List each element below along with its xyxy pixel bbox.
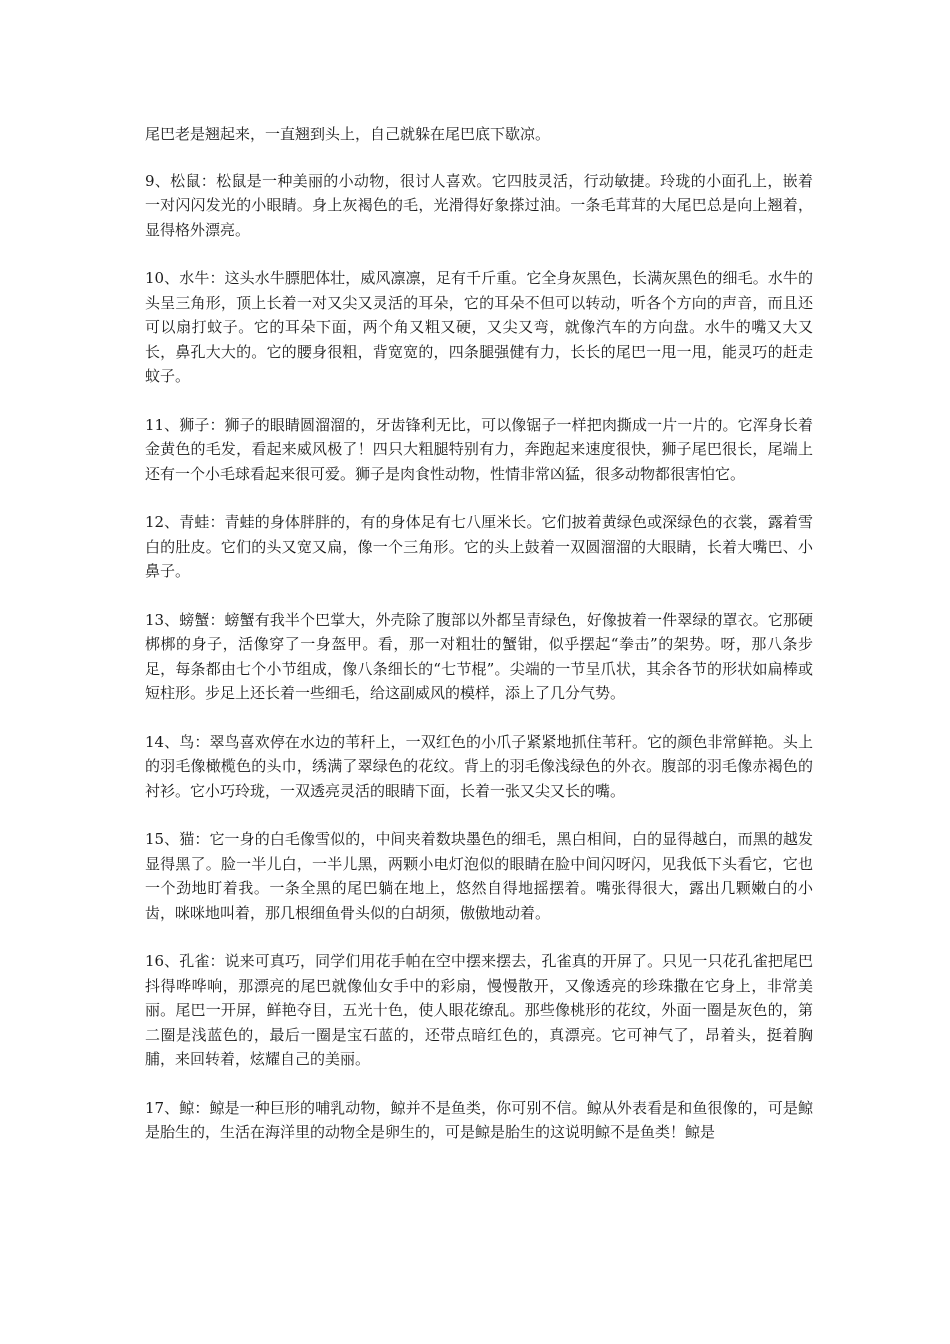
- paragraph-buffalo: 10、水牛：这头水牛膘肥体壮，威风凛凛，足有千斤重。它全身灰黑色，长满灰黑色的细毛。水牛的头呈三角形，顶上长着一对又尖又灵活的耳朵，它的耳朵不但可以转动，听各个方向的声音，而且还可以扇打蚊子。它的耳朵下面，两个角又粗又硬，又尖又弯，就像汽车的方向盘。水牛的嘴又大又长，鼻孔大大的。它的腰身很粗，背宽宽的，四条腿强健有力，长长的尾巴一甩一甩，能灵巧的赶走蚊子。: [145, 269, 813, 385]
- paragraph-peacock: 16、孔雀：说来可真巧，同学们用花手帕在空中摆来摆去，孔雀真的开屏了。只见一只花孔雀把尾巴抖得哗哗响，那漂亮的尾巴就像仙女手中的彩扇，慢慢散开，又像透亮的珍珠撒在它身上，非常美丽。尾巴一开屏，鲜艳夺目，五光十色，使人眼花缭乱。那些像桃形的花纹，外面一圈是灰色的，第二圈是浅蓝色的，最后一圈是宝石蓝的，还带点暗红色的，真漂亮。它可神气了，昂着头，挺着胸脯，来回转着，炫耀自己的美丽。: [145, 952, 813, 1068]
- paragraph-lion: 11、狮子：狮子的眼睛圆溜溜的，牙齿锋利无比，可以像锯子一样把肉撕成一片一片的。它浑身长着金黄色的毛发，看起来威风极了！四只大粗腿特别有力，奔跑起来速度很快，狮子尾巴很长，尾端上还有一个小毛球看起来很可爱。狮子是肉食性动物，性情非常凶猛，很多动物都很害怕它。: [145, 415, 813, 483]
- document-page: [145, 122, 813, 1169]
- paragraph-cat: 15、猫：它一身的白毛像雪似的，中间夹着数块墨色的细毛，黑白相间，白的显得越白，而黑的越发显得黑了。脸一半儿白，一半儿黑，两颗小电灯泡似的眼睛在脸中间闪呀闪，见我低下头看它，它也一个劲地盯着我。一条全黑的尾巴躺在地上，悠然自得地摇摆着。嘴张得很大，露出几颗嫩白的小齿，咪咪地叫着，那几根细鱼骨头似的白胡须，傲傲地动着。: [145, 830, 813, 922]
- paragraph-frog: 12、青蛙：青蛙的身体胖胖的，有的身体足有七八厘米长。它们披着黄绿色或深绿色的衣裳，露着雪白的肚皮。它们的头又宽又扁，像一个三角形。它的头上鼓着一双圆溜溜的大眼睛，长着大嘴巴、小鼻子。: [145, 513, 813, 580]
- paragraph-whale: 17、鲸：鲸是一种巨形的哺乳动物，鲸并不是鱼类，你可别不信。鲸从外表看是和鱼很像的，可是鲸是胎生的，生活在海洋里的动物全是卵生的，可是鲸是胎生的这说明鲸不是鱼类！鲸是: [145, 1098, 813, 1141]
- paragraph-tail-of-previous: 尾巴老是翘起来，一直翘到头上，自己就躲在尾巴底下歇凉。: [145, 125, 551, 143]
- paragraph-bird: 14、鸟：翠鸟喜欢停在水边的苇秆上，一双红色的小爪子紧紧地抓住苇秆。它的颜色非常鲜艳。头上的羽毛像橄榄色的头巾，绣满了翠绿色的花纹。背上的羽毛像浅绿色的外衣。腹部的羽毛像赤褐色的衬衫。它小巧玲珑，一双透亮灵活的眼睛下面，长着一张又尖又长的嘴。: [145, 732, 813, 800]
- paragraph-squirrel: 9、松鼠：松鼠是一种美丽的小动物，很讨人喜欢。它四肢灵活，行动敏捷。玲珑的小面孔上，嵌着一对闪闪发光的小眼睛。身上灰褐色的毛，光滑得好象搽过油。一条毛茸茸的大尾巴总是向上翘着，显得格外漂亮。: [145, 171, 813, 239]
- paragraph-crab: 13、螃蟹：螃蟹有我半个巴掌大，外壳除了腹部以外都呈青绿色，好像披着一件翠绿的罩衣。它那硬梆梆的身子，活像穿了一身盔甲。看，那一对粗壮的蟹钳，似乎摆起“拳击”的架势。呀，那八条步足，每条都由七个小节组成，像八条细长的“七节棍”。尖端的一节呈爪状，其余各节的形状如扁棒或短柱形。步足上还长着一些细毛，给这副威风的模样，添上了几分气势。: [145, 610, 813, 702]
